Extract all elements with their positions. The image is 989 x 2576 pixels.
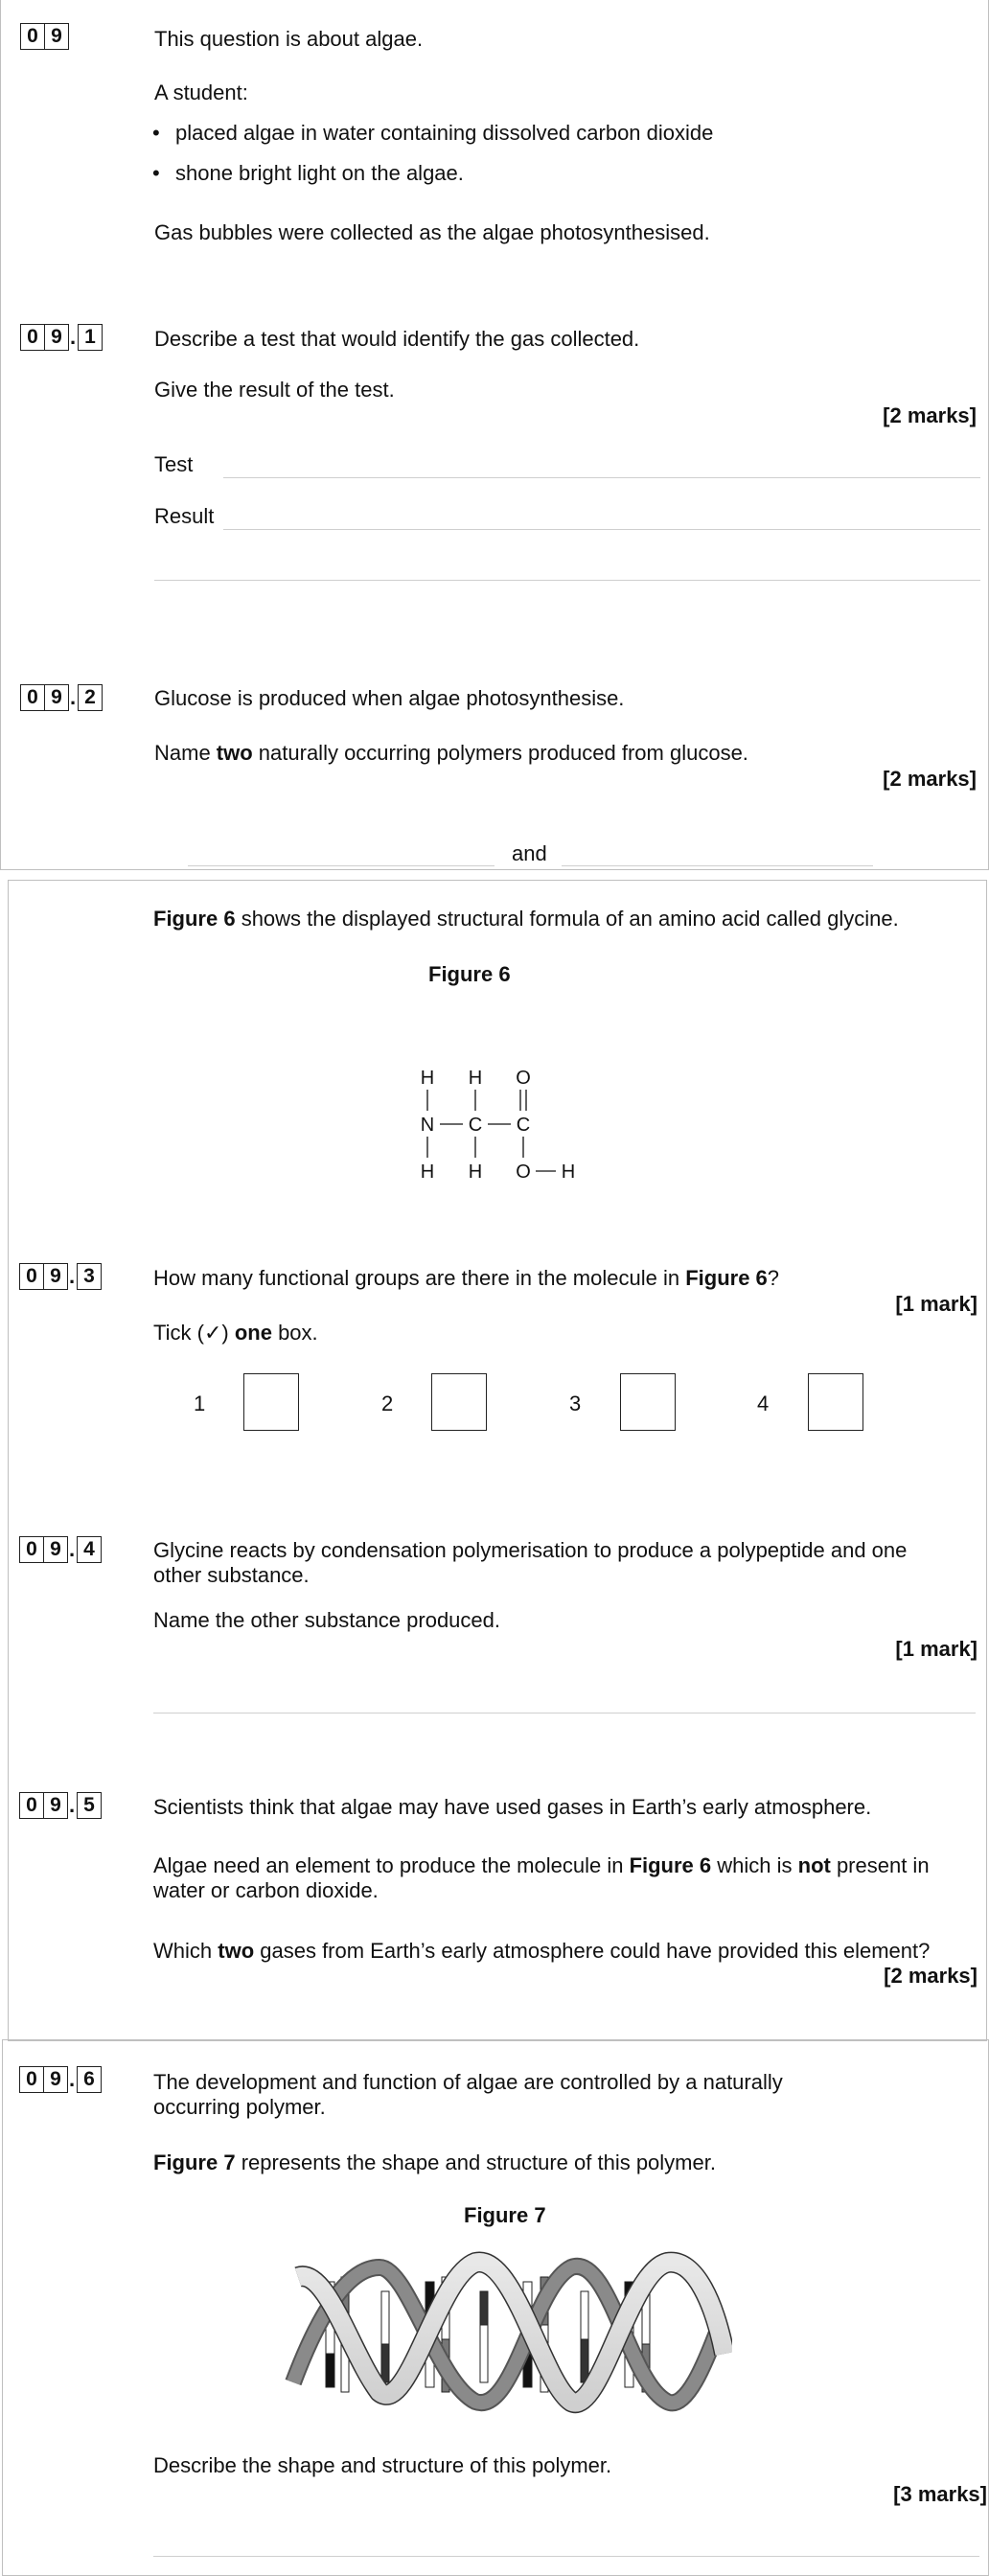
q09-gas: Gas bubbles were collected as the algae photosynthesised.: [154, 220, 710, 244]
option-label: 2: [381, 1392, 394, 1415]
qnum-digit: 0: [20, 324, 45, 351]
tick-box-2[interactable]: [431, 1373, 487, 1431]
q096-text: The development and function of algae are controlled by a naturally occurring polymer.: [153, 2070, 783, 2119]
qnum-digit: 0: [19, 1263, 44, 1290]
atom-n: N: [420, 1115, 435, 1136]
atom-c: C: [516, 1115, 531, 1136]
qnum-digit: 6: [77, 2066, 102, 2093]
q091-text: Describe a test that would identify the gas collected.: [154, 327, 640, 351]
q092-marks: [2 marks]: [883, 767, 977, 791]
qnum-digit: 9: [44, 684, 69, 711]
glycine-structure: [402, 1054, 594, 1188]
qnum-dot: .: [69, 685, 77, 709]
figure-6-title: Figure 6: [428, 962, 511, 986]
bullet-text: shone bright light on the algae.: [175, 161, 464, 185]
q093-text: How many functional groups are there in the molecule in Figure 6?: [153, 1266, 780, 1290]
atom-c: C: [468, 1115, 483, 1136]
question-number-09-1: [20, 324, 102, 351]
qnum-digit: 0: [20, 23, 45, 50]
atom-h: H: [468, 1162, 483, 1183]
bullet-text: placed algae in water containing dissolved carbon dioxide: [175, 121, 714, 145]
answer-line[interactable]: [153, 1713, 976, 1714]
polymer-answer-line-1[interactable]: [188, 865, 494, 866]
atom-h: H: [561, 1162, 576, 1183]
answer-line[interactable]: [154, 580, 980, 581]
dna-double-helix: [284, 2248, 732, 2421]
q093-marks: [1 mark]: [895, 1292, 978, 1316]
q096-fig-intro: Figure 7 represents the shape and structure of this polymer.: [153, 2150, 716, 2174]
qnum-digit: 2: [78, 684, 103, 711]
q091-marks: [2 marks]: [883, 403, 977, 427]
fig6-intro: Figure 6 shows the displayed structural formula of an amino acid called glycine.: [153, 907, 899, 931]
qnum-dot: .: [68, 2067, 76, 2091]
qnum-digit: 4: [77, 1536, 102, 1563]
atom-h: H: [468, 1068, 483, 1089]
qnum-digit: 1: [78, 324, 103, 351]
question-number-09-6: [19, 2066, 101, 2093]
qnum-digit: 9: [43, 2066, 68, 2093]
q095-text: Scientists think that algae may have used gases in Earth’s early atmosphere.: [153, 1795, 872, 1819]
qnum-digit: 5: [77, 1792, 102, 1819]
q096-question: Describe the shape and structure of this polymer.: [153, 2453, 612, 2477]
question-number-09-5: [19, 1792, 101, 1819]
option-label: 1: [194, 1392, 206, 1415]
atom-o: O: [516, 1068, 531, 1089]
test-answer-line[interactable]: [223, 477, 980, 478]
result-answer-line[interactable]: [223, 529, 980, 530]
page-1: [0, 0, 989, 870]
polymer-answer-line-2[interactable]: [562, 865, 873, 866]
qnum-dot: .: [69, 325, 77, 349]
q096-marks: [3 marks]: [893, 2482, 987, 2506]
q094-marks: [1 mark]: [895, 1637, 978, 1661]
figure-7-title: Figure 7: [464, 2203, 546, 2227]
q095-para2: Algae need an element to produce the molecule in Figure 6 which is not present in water or carbon dioxide.: [153, 1853, 930, 1902]
and-label: and: [512, 841, 547, 865]
q095-marks: [2 marks]: [884, 1964, 978, 1988]
q094-sub: Name the other substance produced.: [153, 1608, 501, 1632]
qnum-dot: .: [68, 1793, 76, 1817]
test-label: Test: [154, 452, 194, 476]
q094-text: Glycine reacts by condensation polymerisation to produce a polypeptide and one other substance.: [153, 1538, 908, 1587]
q092-sub: Name two naturally occurring polymers produced from glucose.: [154, 741, 748, 765]
q095-para3: Which two gases from Earth’s early atmosphere could have provided this element?: [153, 1939, 931, 1963]
qnum-digit: 0: [19, 2066, 44, 2093]
qnum-digit: 9: [43, 1263, 68, 1290]
qnum-digit: 3: [77, 1263, 102, 1290]
qnum-digit: 9: [43, 1792, 68, 1819]
qnum-digit: 0: [20, 684, 45, 711]
qnum-dot: .: [68, 1537, 76, 1561]
tick-box-4[interactable]: [808, 1373, 863, 1431]
option-label: 4: [757, 1392, 770, 1415]
tick-box-3[interactable]: [620, 1373, 676, 1431]
atom-h: H: [420, 1162, 435, 1183]
atom-h: H: [420, 1068, 435, 1089]
atom-o: O: [516, 1162, 531, 1183]
qnum-digit: 9: [44, 324, 69, 351]
qnum-digit: 0: [19, 1536, 44, 1563]
qnum-digit: 9: [44, 23, 69, 50]
result-label: Result: [154, 504, 215, 528]
qnum-digit: 0: [19, 1792, 44, 1819]
q09-intro: This question is about algae.: [154, 27, 424, 51]
tick-box-1[interactable]: [243, 1373, 299, 1431]
q09-student: A student:: [154, 80, 248, 104]
q093-tick-instruction: Tick (✓) one box.: [153, 1321, 318, 1345]
answer-line[interactable]: [153, 2556, 979, 2557]
question-number-09: [20, 23, 68, 50]
option-label: 3: [569, 1392, 582, 1415]
question-number-09-2: [20, 684, 102, 711]
qnum-dot: .: [68, 1264, 76, 1288]
q092-text: Glucose is produced when algae photosynthesise.: [154, 686, 625, 710]
question-number-09-4: [19, 1536, 101, 1563]
q091-sub: Give the result of the test.: [154, 378, 395, 402]
question-number-09-3: [19, 1263, 101, 1290]
qnum-digit: 9: [43, 1536, 68, 1563]
